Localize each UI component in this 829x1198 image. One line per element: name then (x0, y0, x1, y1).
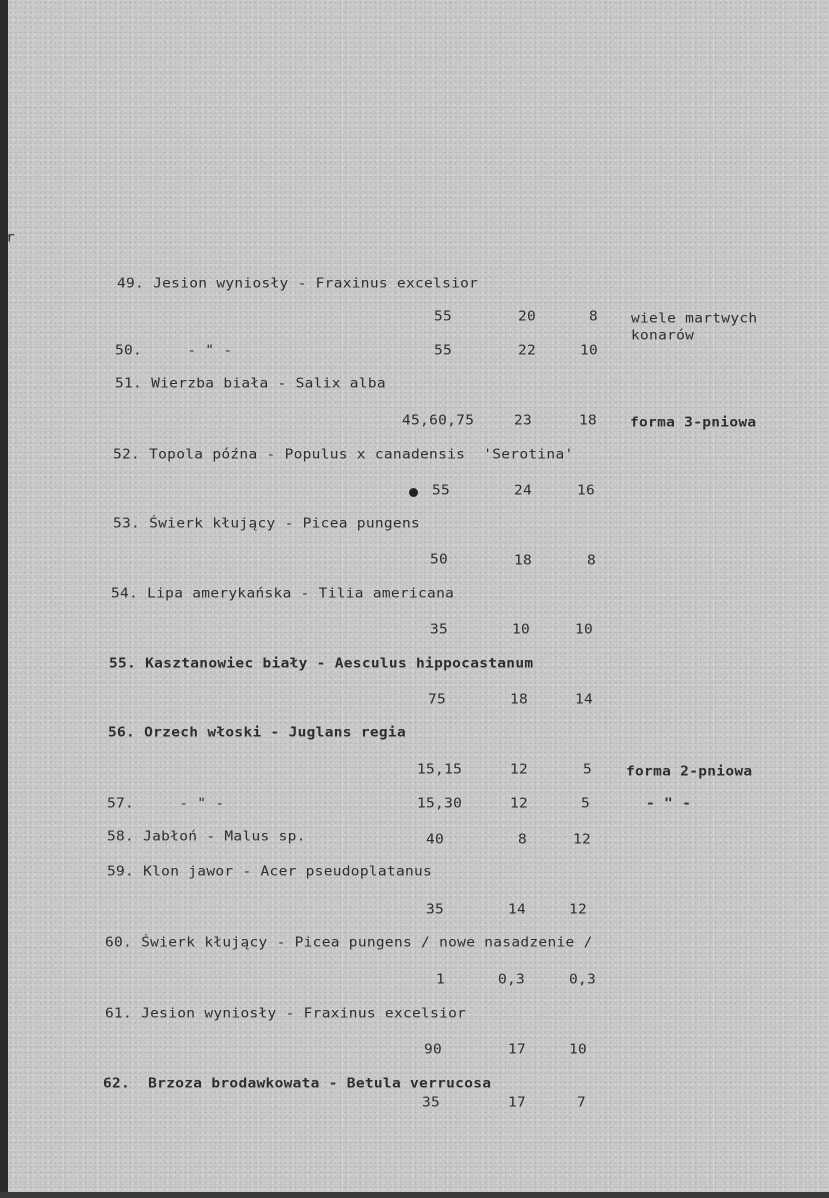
entry-label: 59. Klon jawor - Acer pseudoplatanus (107, 864, 433, 880)
entry-label: 53. Świerk kłujący - Picea pungens (113, 516, 421, 532)
entry-label: 60. Świerk kłujący - Picea pungens / nowe nasadzenie / (105, 935, 593, 951)
entry-label: 50. - " - (115, 343, 233, 359)
value-height: 18 (510, 692, 529, 708)
value-diameter: 1 (436, 972, 446, 988)
entry-label: 51. Wierzba biała - Salix alba (115, 376, 386, 392)
value-diameter: 75 (428, 692, 447, 708)
value-diameter: 55 (434, 309, 453, 325)
value-height: 12 (510, 762, 529, 778)
value-diameter: 50 (430, 552, 449, 568)
entry-label: 52. Topola późna - Populus x canadensis 'Serotina' (113, 447, 574, 463)
value-note: forma 3-pniowa (630, 415, 757, 431)
value-crown: 10 (580, 343, 599, 359)
value-height: 0,3 (498, 972, 526, 988)
value-height: 14 (508, 902, 527, 918)
value-diameter: 35 (426, 902, 445, 918)
margin-mark: r (6, 230, 16, 246)
entry-label: 58. Jabłoń - Malus sp. (107, 829, 306, 845)
value-height: 24 (514, 483, 533, 499)
value-diameter: 40 (426, 832, 445, 848)
entry-label: 49. Jesion wyniosły - Fraxinus excelsior (117, 276, 479, 292)
entry-label: 56. Orzech włoski - Juglans regia (108, 725, 406, 741)
value-crown: 5 (583, 762, 593, 778)
value-diameter: 90 (424, 1042, 443, 1058)
value-diameter: 15,30 (417, 796, 463, 812)
value-diameter: 15,15 (417, 762, 463, 778)
scan-bottom-edge (0, 1192, 829, 1198)
value-crown: 18 (579, 413, 598, 429)
value-diameter: 55 (432, 483, 451, 499)
value-height: 10 (512, 622, 531, 638)
value-crown: 8 (587, 553, 597, 569)
value-note: forma 2-pniowa (626, 764, 753, 780)
value-crown: 8 (589, 309, 599, 325)
value-height: 18 (514, 553, 533, 569)
value-crown: 14 (575, 692, 594, 708)
value-diameter: 55 (434, 343, 453, 359)
entry-label: 57. - " - (107, 796, 225, 812)
value-note: - " - (646, 796, 692, 812)
value-height: 8 (518, 832, 528, 848)
bullet-dot (409, 488, 418, 497)
value-note-line2: konarów (631, 328, 695, 344)
value-height: 22 (518, 343, 537, 359)
value-crown: 10 (575, 622, 594, 638)
scan-left-edge (0, 0, 8, 1198)
value-diameter: 45,60,75 (402, 413, 475, 429)
value-diameter: 35 (422, 1095, 441, 1111)
value-crown: 12 (569, 902, 588, 918)
value-crown: 12 (573, 832, 592, 848)
value-height: 17 (508, 1042, 527, 1058)
value-crown: 10 (569, 1042, 588, 1058)
value-note: wiele martwych (631, 311, 758, 327)
value-crown: 16 (577, 483, 596, 499)
entry-label: 61. Jesion wyniosły - Fraxinus excelsior (105, 1006, 467, 1022)
value-diameter: 35 (430, 622, 449, 638)
value-crown: 7 (577, 1095, 587, 1111)
value-crown: 5 (581, 796, 591, 812)
value-height: 23 (514, 413, 533, 429)
value-height: 20 (518, 309, 537, 325)
value-height: 17 (508, 1095, 527, 1111)
entry-label: 62. Brzoza brodawkowata - Betula verrucosa (103, 1076, 492, 1092)
value-height: 12 (510, 796, 529, 812)
entry-label: 55. Kasztanowiec biały - Aesculus hippocastanum (109, 656, 534, 672)
entry-label: 54. Lipa amerykańska - Tilia americana (111, 586, 455, 602)
value-crown: 0,3 (569, 972, 597, 988)
